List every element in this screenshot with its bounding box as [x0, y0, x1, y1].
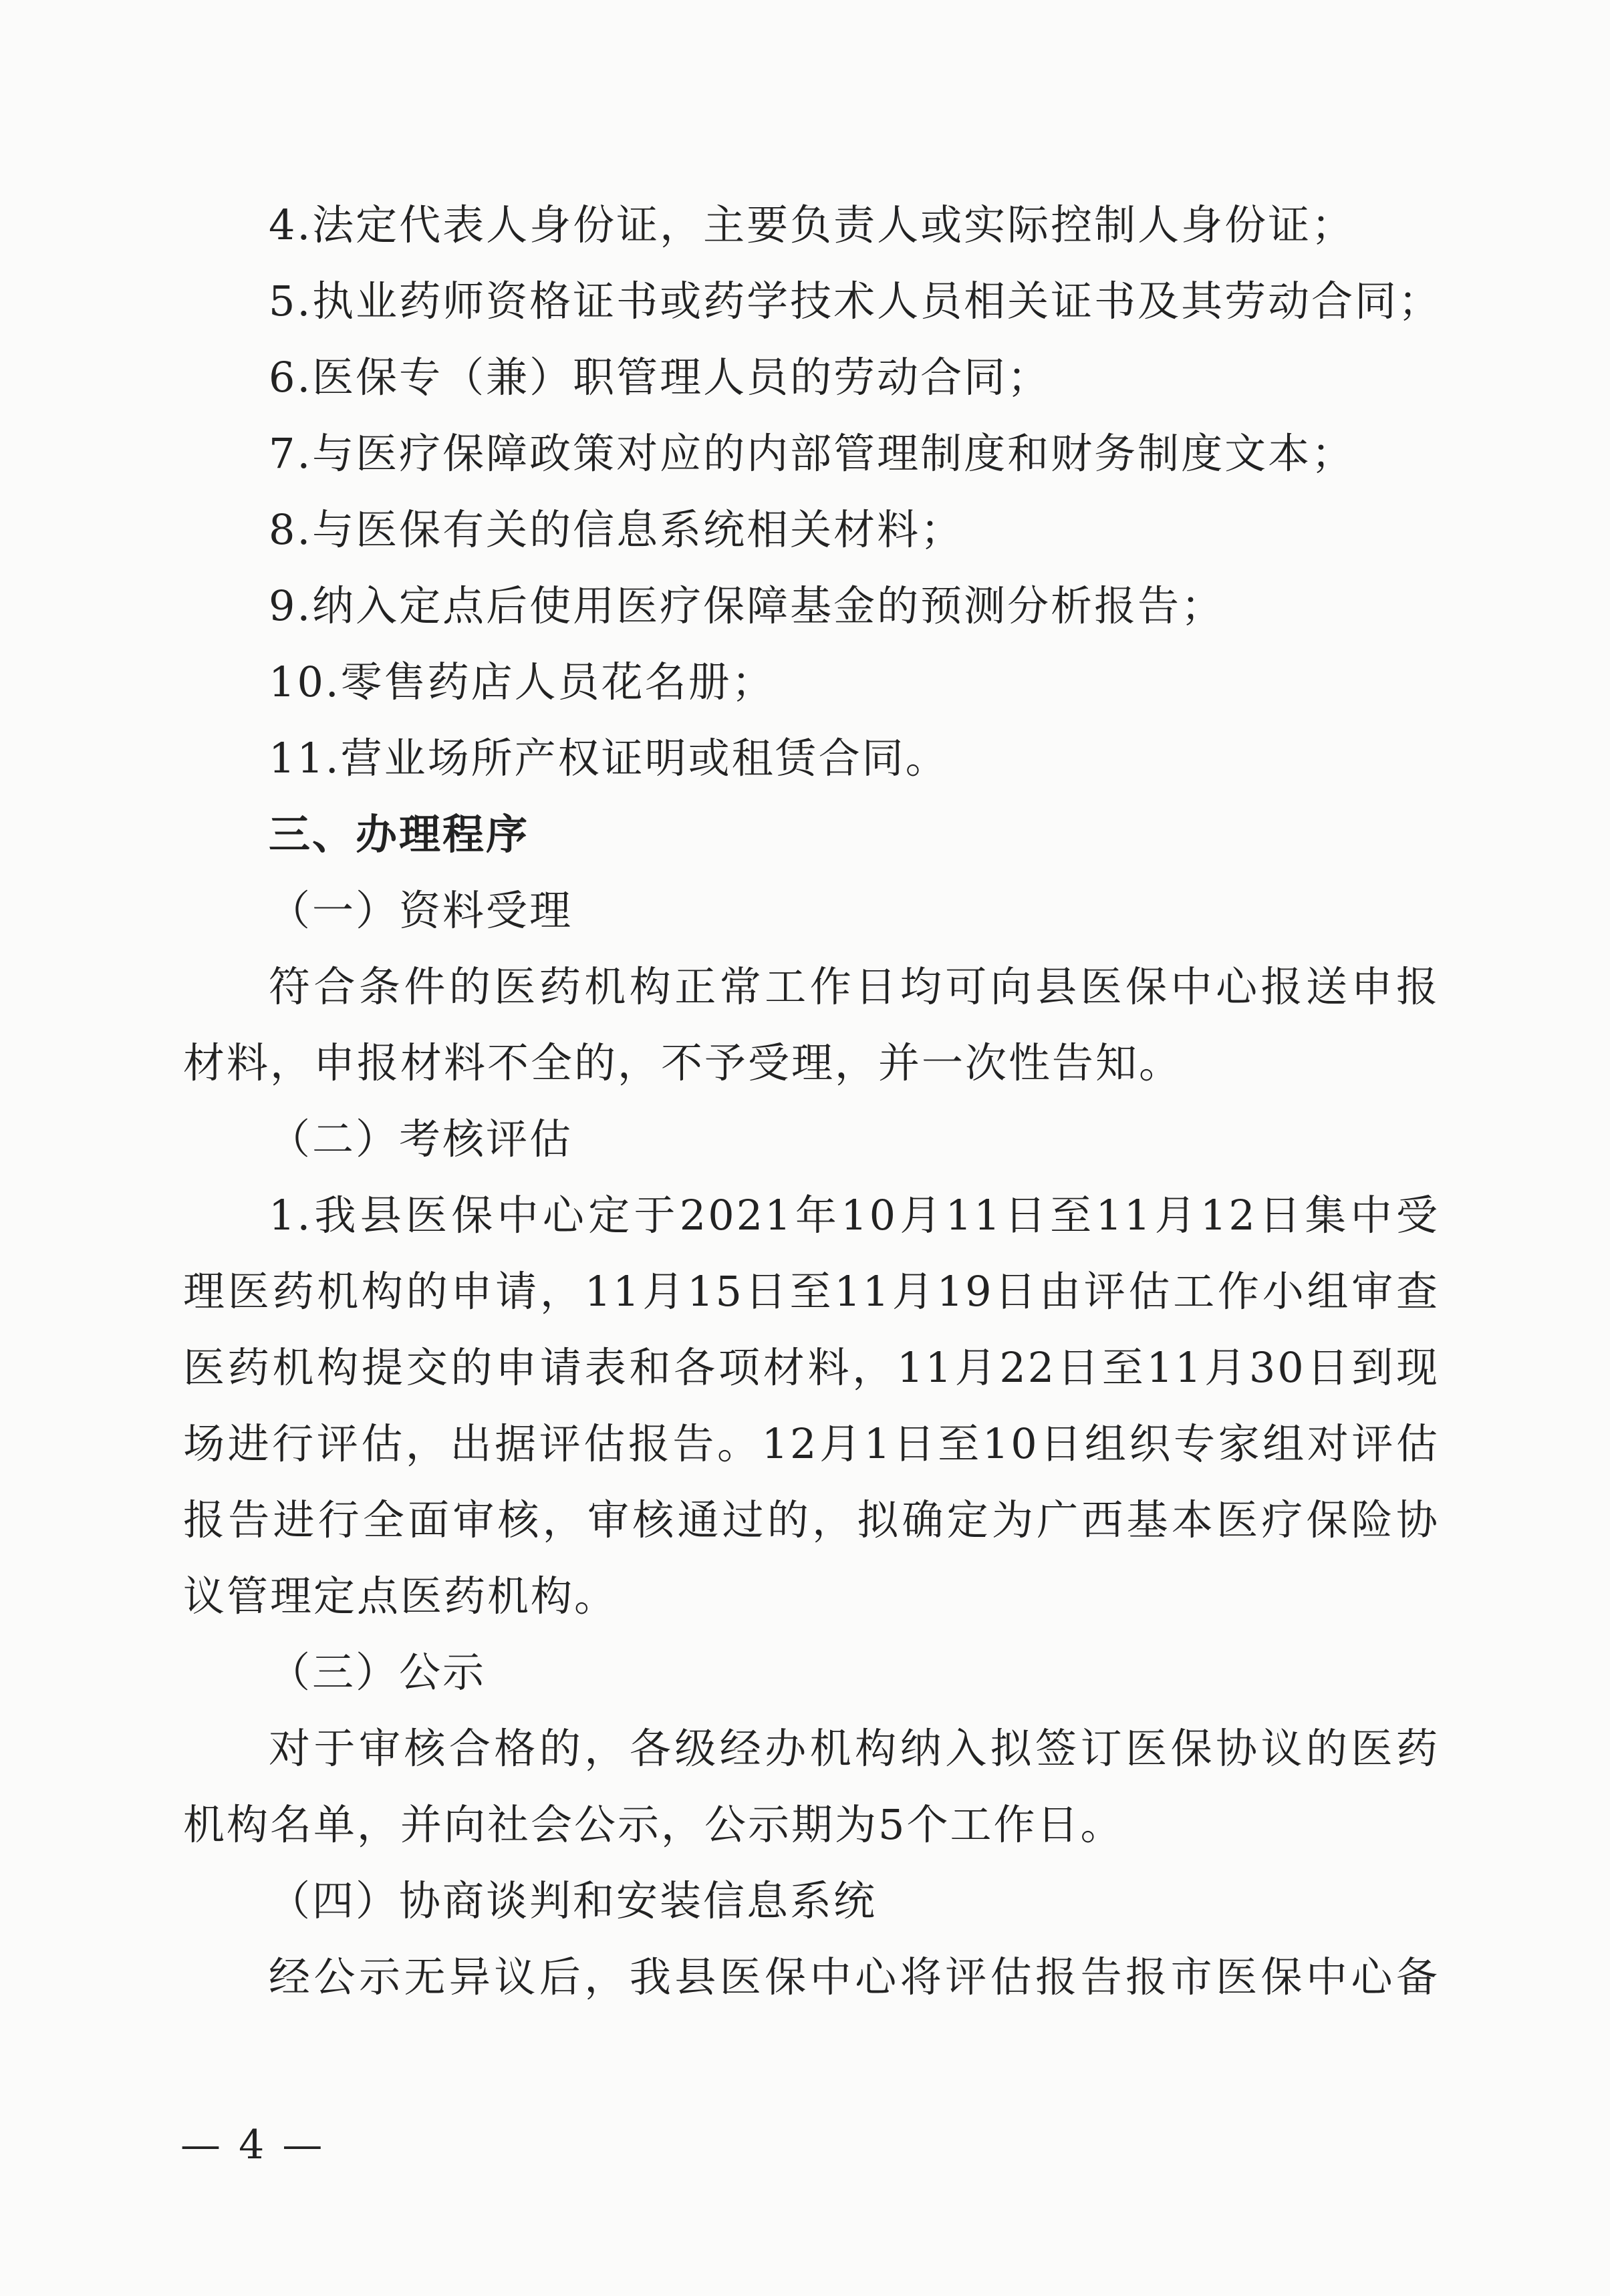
- subsection-heading-4: （四）协商谈判和安装信息系统: [269, 1876, 878, 1925]
- paragraph-line: 1.我县医保中心定于2021年10月11日至11月12日集中受: [269, 1191, 1440, 1240]
- paragraph-line: 对于审核合格的，各级经办机构纳入拟签订医保协议的医药: [269, 1724, 1440, 1773]
- paragraph-line: 议管理定点医药机构。: [183, 1572, 618, 1620]
- paragraph-line: 材料，申报材料不全的，不予受理，并一次性告知。: [183, 1038, 1183, 1087]
- list-item-11: 11.营业场所产权证明或租赁合同。: [269, 734, 949, 782]
- list-item-6: 6.医保专（兼）职管理人员的劳动合同；: [269, 353, 1051, 402]
- list-item-8: 8.与医保有关的信息系统相关材料；: [269, 505, 964, 554]
- list-item-7: 7.与医疗保障政策对应的内部管理制度和财务制度文本；: [269, 429, 1355, 478]
- subsection-heading-3: （三）公示: [269, 1648, 487, 1697]
- paragraph-line: 医药机构提交的申请表和各项材料，11月22日至11月30日到现: [183, 1343, 1440, 1392]
- list-item-10: 10.零售药店人员花名册；: [269, 658, 775, 706]
- subsection-heading-1: （一）资料受理: [269, 886, 573, 935]
- paragraph-line: 报告进行全面审核，审核通过的，拟确定为广西基本医疗保险协: [183, 1495, 1440, 1544]
- paragraph-line: 理医药机构的申请，11月15日至11月19日由评估工作小组审查: [183, 1267, 1440, 1316]
- paragraph-line: 场进行评估，出据评估报告。12月1日至10日组织专家组对评估: [183, 1419, 1440, 1468]
- subsection-heading-2: （二）考核评估: [269, 1115, 573, 1163]
- list-item-9: 9.纳入定点后使用医疗保障基金的预测分析报告；: [269, 581, 1225, 630]
- paragraph-line: 符合条件的医药机构正常工作日均可向县医保中心报送申报: [269, 962, 1440, 1011]
- list-item-5: 5.执业药师资格证书或药学技术人员相关证书及其劳动合同；: [269, 277, 1442, 325]
- paragraph-line: 经公示无异议后，我县医保中心将评估报告报市医保中心备: [269, 1953, 1440, 2001]
- section-heading-procedure: 三、办理程序: [269, 810, 530, 859]
- list-item-4: 4.法定代表人身份证，主要负责人或实际控制人身份证；: [269, 200, 1355, 249]
- page-number: — 4 —: [180, 2122, 325, 2168]
- paragraph-line: 机构名单，并向社会公示，公示期为5个工作日。: [183, 1800, 1124, 1849]
